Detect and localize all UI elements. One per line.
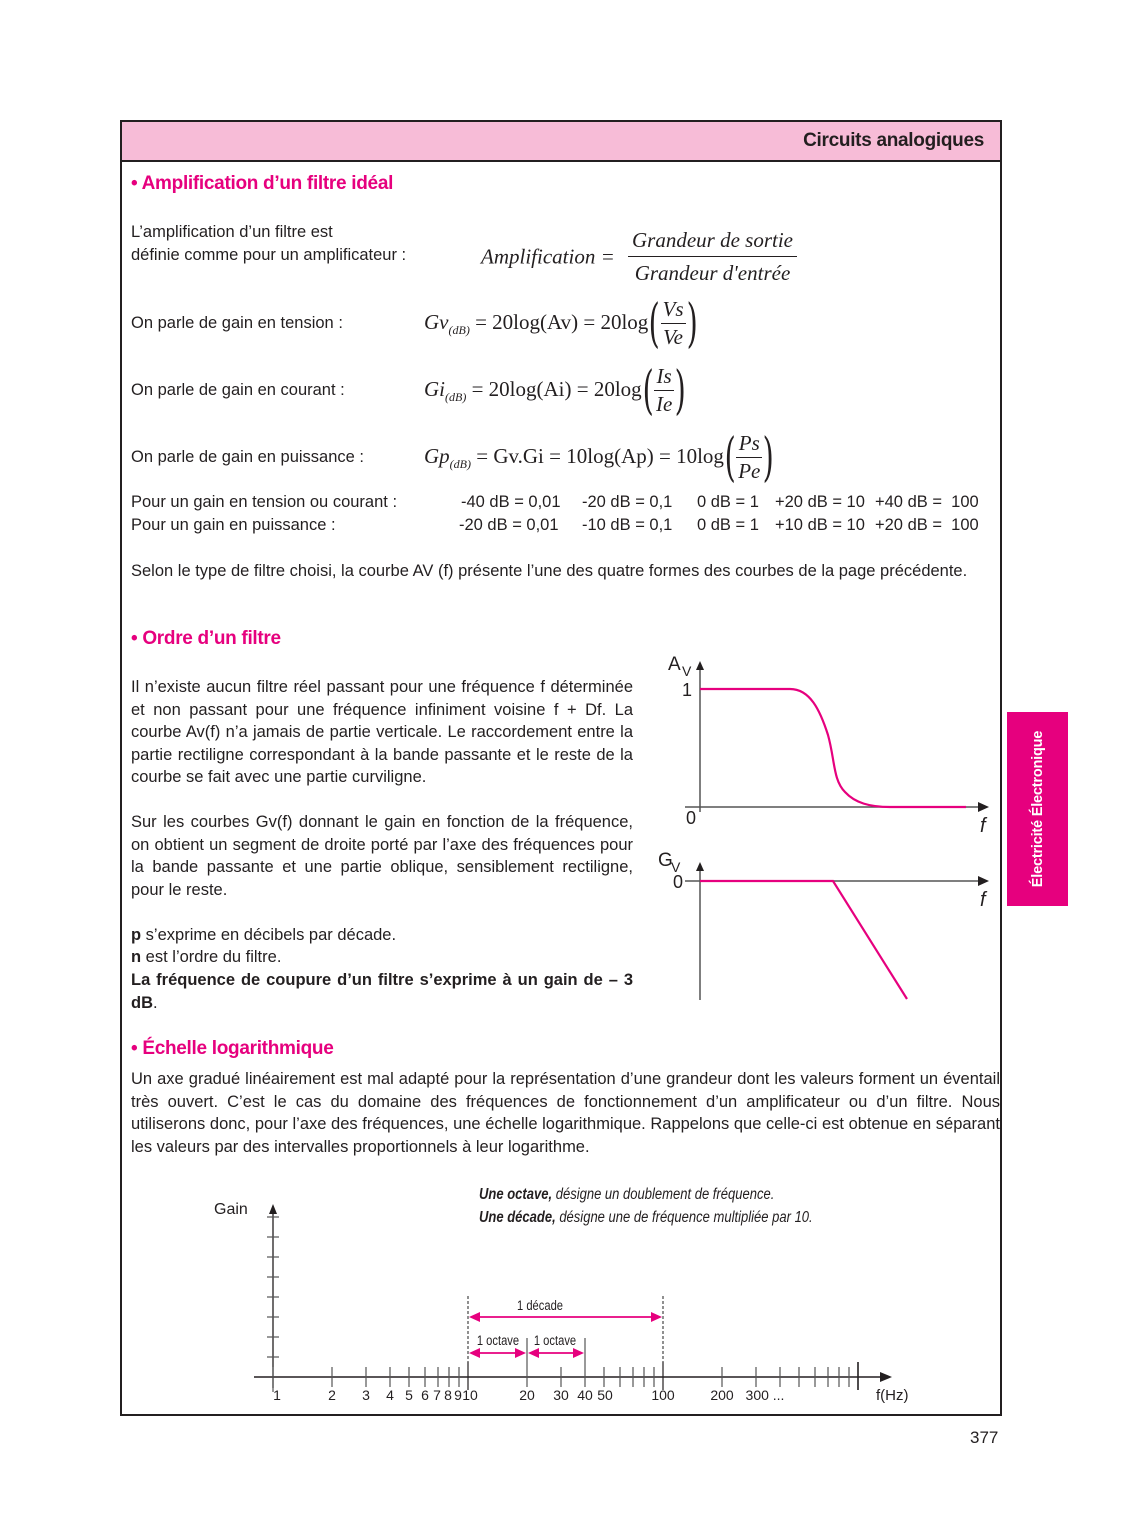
formula-lhs: Amplification = [481,244,615,269]
svg-text:30: 30 [553,1387,569,1403]
note-octave-bold: Une octave, [479,1186,553,1203]
arrow-up-icon [696,862,704,871]
db-value: 0 dB = 1 [697,516,759,534]
arrow-up-icon [269,1204,277,1214]
gv-curve [700,881,907,999]
heading-amplification: • Amplification d’un filtre idéal [131,173,394,194]
av-axis-label: A [668,654,681,675]
conclusion-text: Selon le type de filtre choisi, la courbe AV (f) présente l’une des quatre formes des courbes de la page précédente. [131,562,968,580]
db-value: +40 dB = 100 [875,493,979,511]
gp-symbol: Gp [424,443,450,468]
db-value: +20 dB = 10 [775,493,865,511]
arrow-up-icon [696,661,704,670]
cutoff-statement [131,969,633,1014]
formula-fraction [628,228,797,286]
gv-symbol: Gv [424,309,449,334]
db-row-tension [131,491,1003,514]
svg-text:9: 9 [454,1387,462,1403]
gain-tension-formula [424,293,698,354]
svg-text:20: 20 [519,1387,535,1403]
gi-expr: = 20log(Ai) = 20log [466,376,642,401]
gain-puissance-label: On parle de gain en puissance : [131,448,364,466]
svg-text:10: 10 [462,1387,478,1403]
octave-label-1: 1 octave [476,1332,520,1349]
gain-tension-label: On parle de gain en tension : [131,314,343,332]
svg-text:50: 50 [597,1387,613,1403]
db-value: +10 dB = 10 [775,516,865,534]
heading-ordre: • Ordre d’un filtre [131,628,281,649]
p-definition [131,924,396,947]
freq-axis-label: f(Hz) [876,1387,909,1404]
paren-open: ( [648,293,661,354]
echelle-paragraph: Un axe gradué linéairement est mal adapté pour la représentation d’une grandeur dont les valeurs forment un éventail très ouvert. C’est le cas du domaine des fréquences de fonctionnement d’un amplificateur ou d’un filtre. Nous utiliserons donc, pour l’axe des fréquences, une échelle logarithmique. Rappelons que celle-ci est obtenue en séparant les valeurs par des intervalles proportionnels à leur logarithme. [131,1070,1000,1156]
intro-line-1: L’amplification d’un filtre est [131,223,333,241]
db-value: 0 dB = 1 [697,493,759,511]
db-table [131,491,1003,537]
gp-fraction [736,431,762,484]
av-curve [700,689,966,807]
formula-denominator: Grandeur d'entrée [634,261,791,285]
gp-num: Ps [736,431,762,458]
av-f-label: f [980,815,986,837]
av-tick-0: 0 [686,808,697,828]
gain-courant-formula [424,360,687,421]
formula-numerator: Grandeur de sortie [628,228,797,257]
ordre-paragraph-1: Il n’existe aucun filtre réel passant pour une fréquence f déterminée et non passant pour une fréquence infiniment voisine f + Df. La courbe Av(f) n’a jamais de partie verticale. Le raccordement entre la partie rectiligne correspondant à la bande passante et le reste de la courbe se fait avec une partie curviligne. [131,678,633,786]
gv-sub: (dB) [448,322,470,337]
gi-fraction [654,364,674,417]
svg-text:40: 40 [577,1387,593,1403]
db-row-label: Pour un gain en tension ou courant : [131,493,398,511]
svg-text:4: 4 [386,1387,394,1403]
av-axis-sub: V [682,663,692,679]
db-row-puissance [131,514,1003,537]
arrow-right-icon [978,876,989,886]
gp-den: Pe [738,459,761,483]
gain-puissance-formula [424,427,775,488]
log-scale-chart [200,1190,930,1410]
av-tick-1: 1 [682,680,693,700]
gv-tick-0: 0 [673,872,684,892]
svg-text:3: 3 [362,1387,370,1403]
gv-axis-sub: V [671,859,681,875]
svg-text:7: 7 [433,1387,441,1403]
svg-text:2: 2 [328,1387,336,1403]
gp-sub: (dB) [449,456,471,471]
page-number: 377 [970,1428,999,1447]
side-tab [1007,712,1068,906]
svg-text:6: 6 [421,1387,429,1403]
cutoff-end: . [153,993,158,1012]
gi-num: Is [654,364,674,391]
svg-text:200: 200 [710,1387,734,1403]
gv-den: Ve [663,325,683,349]
octave-label-2: 1 octave [533,1332,577,1349]
n-text: est l’ordre du filtre. [141,948,282,966]
n-symbol: n [131,948,142,966]
paren-close: ) [762,427,775,488]
svg-text:100: 100 [651,1387,675,1403]
amplification-formula [481,228,797,286]
note-octave-text: désigne un doublement de fréquence. [552,1186,775,1203]
header-title: Circuits analogiques [803,130,984,151]
db-value: -20 dB = 0,01 [459,516,559,534]
svg-text:1: 1 [273,1387,281,1403]
p-symbol: p [131,926,142,944]
note-decade-text: désigne une de fréquence multipliée par 10. [555,1209,813,1226]
gi-sub: (dB) [445,389,467,404]
db-row-label: Pour un gain en puissance : [131,516,336,534]
svg-text:8: 8 [444,1387,452,1403]
svg-text:5: 5 [405,1387,413,1403]
paren-close: ) [674,360,687,421]
ordre-paragraph-2: Sur les courbes Gv(f) donnant le gain en fonction de la fréquence, on obtient un segment de droite porté par l’axe des fréquences pour la bande passante et une partie oblique, sensiblement rectiligne, pour le reste. [131,813,633,899]
av-gv-chart [640,640,1010,1010]
gv-axis-label: G [658,850,673,871]
decade-label: 1 décade [516,1297,564,1314]
gv-fraction [661,297,686,350]
gain-courant-label: On parle de gain en courant : [131,381,345,399]
paren-open: ( [724,427,736,488]
note-decade-bold: Une décade, [479,1209,556,1226]
gi-den: Ie [655,392,673,416]
paren-close: ) [686,293,698,354]
freq-tick-labels [273,1387,784,1403]
gv-f-label: f [980,889,986,911]
n-definition [131,946,281,969]
gp-expr: = Gv.Gi = 10log(Ap) = 10log [471,443,724,468]
db-value: -40 dB = 0,01 [461,493,561,511]
arrow-right-icon [978,802,989,812]
p-text: s’exprime en décibels par décade. [141,926,397,944]
gi-symbol: Gi [424,376,445,401]
intro-line-2: définie comme pour un amplificateur : [131,246,407,264]
header-band [122,122,1000,162]
svg-text:300 ...: 300 ... [745,1387,785,1403]
db-value: -20 dB = 0,1 [582,493,673,511]
cutoff-bold: La fréquence de coupure d’un filtre s’exprime à un gain de – 3 dB [131,971,633,1012]
gv-expr: = 20log(Av) = 20log [469,309,649,334]
gain-axis-label: Gain [214,1201,248,1218]
paren-open: ( [642,360,654,421]
side-tab-label: Électricité Électronique [1029,730,1046,888]
db-value: +20 dB = 100 [875,516,979,534]
arrow-right-icon [880,1372,892,1382]
heading-echelle: • Échelle logarithmique [131,1038,334,1059]
gv-num: Vs [661,297,686,324]
db-value: -10 dB = 0,1 [582,516,673,534]
